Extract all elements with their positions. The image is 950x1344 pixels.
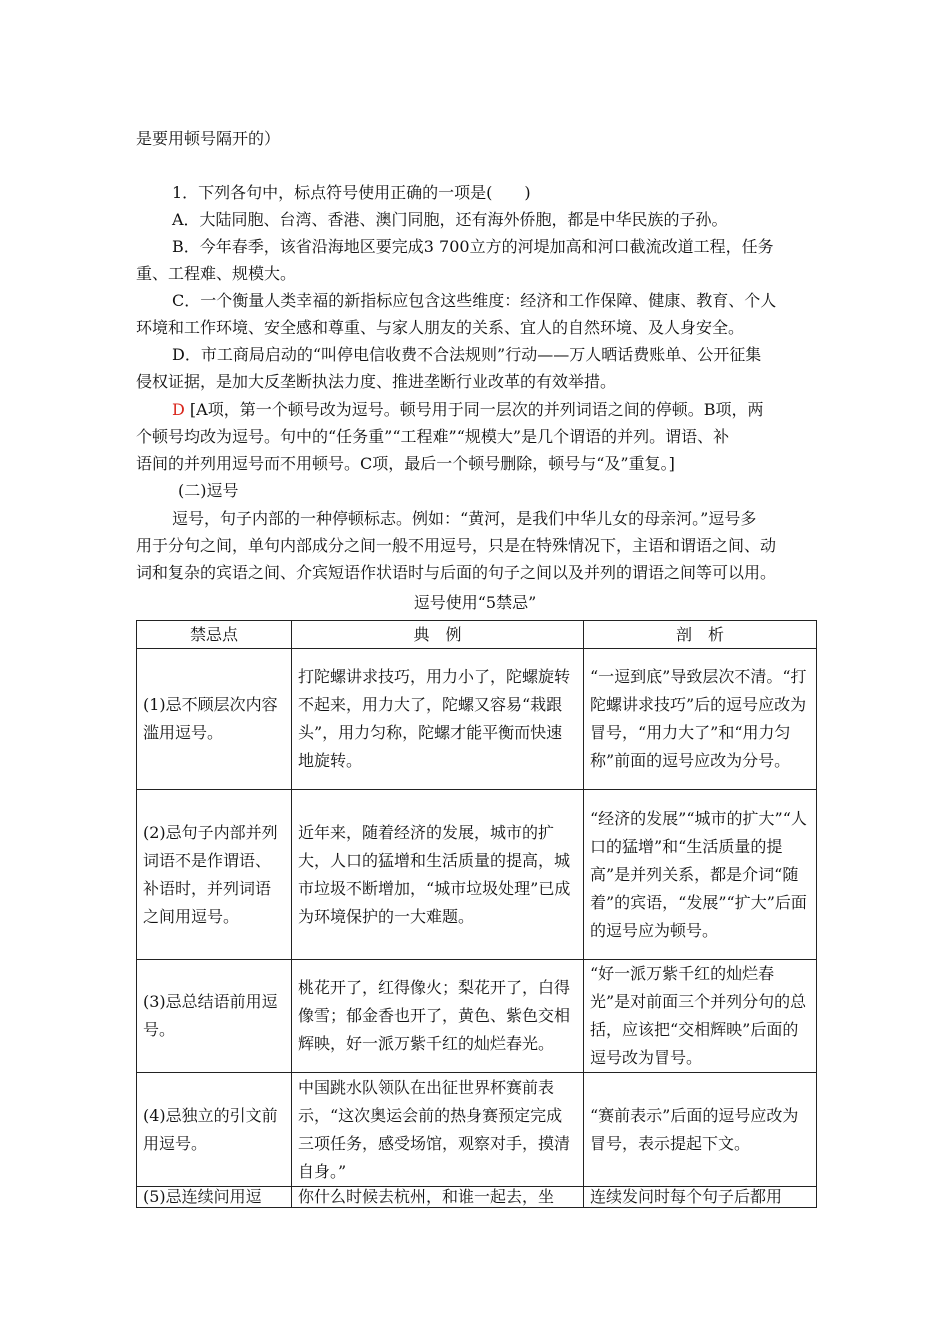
section-para-line-1: 逗号，句子内部的一种停顿标志。例如：“黄河，是我们中华儿女的母亲河。”逗号多 (172, 509, 757, 528)
answer-line-1 (172, 400, 816, 420)
row-analysis: “经济的发展”“城市的扩大”“人口的猛增”和“生活质量的提高”是并列关系，都是介词“随着”的宾语，“发展”“扩大”后面的逗号应为顿号。 (584, 790, 817, 960)
header-point: 禁忌点 (137, 621, 292, 649)
option-d-line-1: D．市工商局启动的“叫停电信收费不合法规则”行动——万人晒话费账单、公开征集 (172, 345, 762, 364)
section-heading: (二)逗号 (178, 481, 239, 500)
table-row (137, 790, 817, 960)
table-row (137, 1187, 817, 1208)
row-example: 中国跳水队领队在出征世界杯赛前表示，“这次奥运会前的热身赛预定完成三项任务，感受场馆，观察对手，摸清自身。” (292, 1073, 584, 1187)
row-example: 你什么时候去杭州，和谁一起去，坐 (292, 1187, 584, 1208)
option-d-line-2: 侵权证据，是加大反垄断执法力度、推进垄断行业改革的有效举措。 (136, 372, 617, 391)
row-point: (3)忌总结语前用逗号。 (137, 960, 292, 1073)
row-point: (5)忌连续问用逗 (137, 1187, 292, 1208)
row-analysis: “好一派万紫千红的灿烂春光”是对前面三个并列分句的总括，应该把“交相辉映”后面的逗号改为冒号。 (584, 960, 817, 1073)
header-example: 典 例 (292, 621, 584, 649)
table-row (137, 960, 817, 1073)
row-analysis: 连续发问时每个句子后都用 (584, 1187, 817, 1208)
row-example: 桃花开了，红得像火；梨花开了，白得像雪；郁金香也开了，黄色、紫色交相辉映，好一派万紫千红的灿烂春光。 (292, 960, 584, 1073)
section-para-line-2: 用于分句之间，单句内部成分之间一般不用逗号，只是在特殊情况下，主语和谓语之间、动 (136, 536, 777, 555)
row-point: (2)忌句子内部并列词语不是作谓语、补语时，并列词语之间用逗号。 (137, 790, 292, 960)
comma-taboo-table (136, 620, 817, 1208)
row-analysis: “赛前表示”后面的逗号应改为冒号，表示提起下文。 (584, 1073, 817, 1187)
option-a: A．大陆同胞、台湾、香港、澳门同胞，还有海外侨胞，都是中华民族的子孙。 (172, 210, 728, 229)
option-c-line-2: 环境和工作环境、安全感和尊重、与家人朋友的关系、宜人的自然环境、及人身安全。 (136, 318, 745, 337)
row-analysis: “一逗到底”导致层次不清。“打陀螺讲求技巧”后的逗号应改为冒号，“用力大了”和“用力匀称”前面的逗号应改为分号。 (584, 649, 817, 790)
answer-line-2: 个顿号均改为逗号。句中的“任务重”“工程难”“规模大”是几个谓语的并列。谓语、补 (136, 427, 730, 446)
header-analysis: 剖 析 (584, 621, 817, 649)
answer-letter: D (172, 400, 185, 419)
table-row (137, 649, 817, 790)
option-b-line-1: B．今年春季，该省沿海地区要完成3 700立方的河堤加高和河口截流改道工程，任务 (172, 237, 774, 256)
table-caption: 逗号使用“5禁忌” (413, 593, 537, 612)
intro-tail: 是要用顿号隔开的） (136, 129, 281, 148)
option-b-line-2: 重、工程难、规模大。 (136, 264, 297, 283)
row-point: (1)忌不顾层次内容滥用逗号。 (137, 649, 292, 790)
row-example: 近年来，随着经济的发展，城市的扩大，人口的猛增和生活质量的提高，城市垃圾不断增加，“城市垃圾处理”已成为环境保护的一大难题。 (292, 790, 584, 960)
option-c-line-1: C．一个衡量人类幸福的新指标应包含这些维度：经济和工作保障、健康、教育、个人 (172, 291, 777, 310)
row-example: 打陀螺讲求技巧，用力小了，陀螺旋转不起来，用力大了，陀螺又容易“栽跟头”，用力匀称，陀螺才能平衡而快速地旋转。 (292, 649, 584, 790)
row-point: (4)忌独立的引文前用逗号。 (137, 1073, 292, 1187)
table-row (137, 1073, 817, 1187)
table-header-row (137, 621, 817, 649)
question-stem: 1．下列各句中，标点符号使用正确的一项是( ) (172, 183, 531, 202)
answer-line-3: 语间的并列用逗号而不用顿号。C项，最后一个顿号删除，顿号与“及”重复。] (136, 454, 675, 473)
answer-explain-1: [A项，第一个顿号改为逗号。顿号用于同一层次的并列词语之间的停顿。B项，两 (189, 400, 764, 419)
section-para-line-3: 词和复杂的宾语之间、介宾短语作状语时与后面的句子之间以及并列的谓语之间等可以用。 (136, 563, 777, 582)
